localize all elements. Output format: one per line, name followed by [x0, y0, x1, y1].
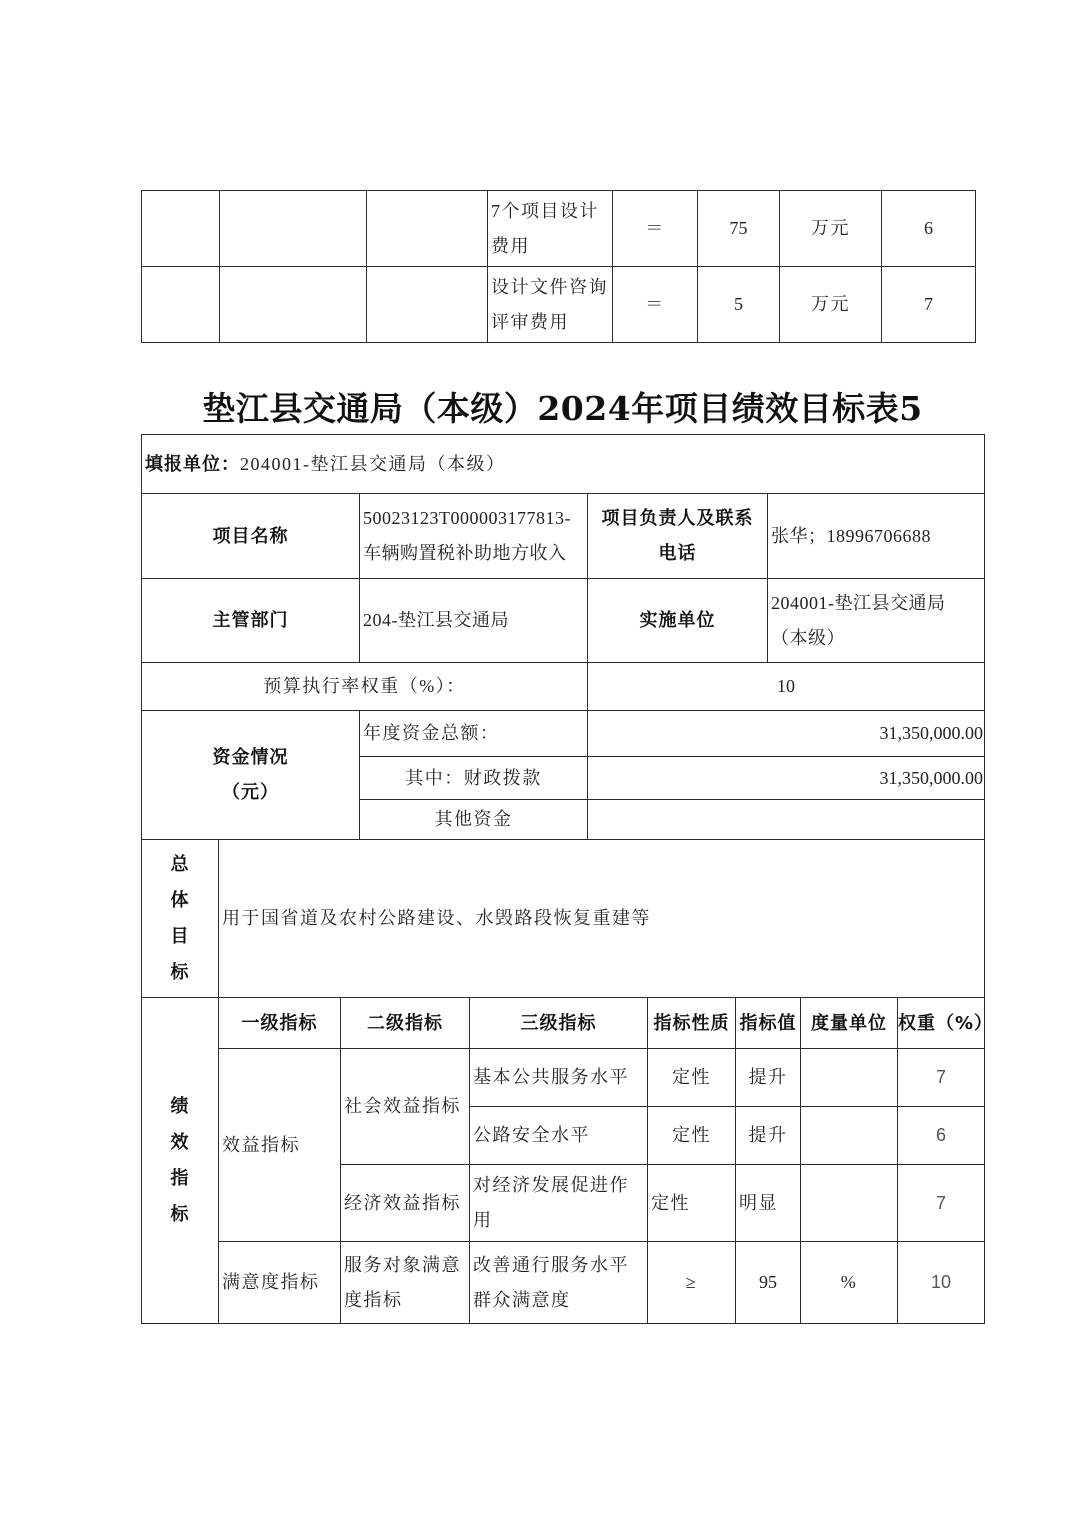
other-funds-value — [588, 800, 985, 840]
weight-cell: 6 — [898, 1107, 985, 1165]
header-value: 指标值 — [736, 998, 801, 1049]
indicator-nature-cell: ＝ — [613, 267, 698, 343]
project-name-value: 50023123T000003177813- 车辆购置税补助地方收入 — [360, 494, 588, 579]
department-label: 主管部门 — [142, 579, 360, 663]
weight-cell: 7 — [898, 1165, 985, 1242]
reporting-unit-cell — [142, 435, 985, 494]
department-value: 204-垫江县交通局 — [360, 579, 588, 663]
annual-total-label: 年度资金总额： — [360, 711, 588, 757]
level1-indicator-cell: 满意度指标 — [219, 1242, 341, 1324]
project-name-label: 项目名称 — [142, 494, 360, 579]
measure-unit-cell — [801, 1107, 898, 1165]
empty-cell — [142, 267, 220, 343]
weight-cell: 6 — [882, 191, 976, 267]
indicators-label-cell — [142, 998, 219, 1324]
table-row — [142, 579, 985, 663]
header-level3: 三级指标 — [470, 998, 648, 1049]
performance-target-form — [141, 434, 994, 1324]
header-nature: 指标性质 — [648, 998, 736, 1049]
table-row — [142, 494, 985, 579]
indicator-value-cell: 提升 — [736, 1107, 801, 1165]
reporting-unit-label: 填报单位： — [145, 453, 240, 475]
header-weight: 权重（%） — [898, 998, 985, 1049]
measure-unit-cell — [801, 1049, 898, 1107]
page-title: 垫江县交通局（本级）2024年项目绩效目标表5 — [202, 389, 923, 428]
project-contact-value: 张华；18996706688 — [768, 494, 985, 579]
table-row — [142, 663, 985, 711]
header-unit: 度量单位 — [801, 998, 898, 1049]
measure-unit-cell: 万元 — [780, 191, 882, 267]
weight-cell: 10 — [898, 1242, 985, 1324]
overall-goal-value: 用于国省道及农村公路建设、水毁路段恢复重建等 — [219, 840, 985, 998]
level3-indicator-cell: 改善通行服务水平 群众满意度 — [470, 1242, 648, 1324]
level2-indicator-cell: 服务对象满意 度指标 — [341, 1242, 470, 1324]
indicator-value-cell: 提升 — [736, 1049, 801, 1107]
indicator-value-cell: 75 — [698, 191, 780, 267]
indicator-value-cell: 95 — [736, 1242, 801, 1324]
table-row — [142, 1242, 985, 1324]
overall-goal-label-cell — [142, 840, 219, 998]
empty-cell — [142, 191, 220, 267]
table-row — [142, 1049, 985, 1107]
reporting-unit-section — [141, 434, 985, 494]
funds-section — [141, 710, 985, 840]
indicator-nature-cell: ＝ — [613, 191, 698, 267]
table-row — [142, 267, 976, 343]
budget-execution-weight-label: 预算执行率权重（%）： — [142, 663, 588, 711]
empty-cell — [220, 191, 367, 267]
table-row — [142, 191, 976, 267]
level1-indicator-cell: 效益指标 — [219, 1049, 341, 1242]
implementer-value: 204001-垫江县交通局 （本级） — [768, 579, 985, 663]
annual-total-value: 31,350,000.00 — [588, 711, 985, 757]
header-level2: 二级指标 — [341, 998, 470, 1049]
measure-unit-cell — [801, 1165, 898, 1242]
level3-indicator-cell: 设计文件咨询 评审费用 — [488, 267, 613, 343]
weight-cell: 7 — [898, 1049, 985, 1107]
table-row — [142, 840, 985, 998]
weight-cell: 7 — [882, 267, 976, 343]
indicator-value-cell: 明显 — [736, 1165, 801, 1242]
level3-indicator-cell: 对经济发展促进作 用 — [470, 1165, 648, 1242]
level3-indicator-cell: 基本公共服务水平 — [470, 1049, 648, 1107]
indicator-nature-cell: 定性 — [648, 1049, 736, 1107]
level3-indicator-cell: 7个项目设计 费用 — [488, 191, 613, 267]
indicator-nature-cell: 定性 — [648, 1107, 736, 1165]
other-funds-label: 其他资金 — [360, 800, 588, 840]
budget-execution-section — [141, 662, 985, 711]
indicators-label: 绩效指标 — [170, 1095, 190, 1225]
table-header-row — [142, 998, 985, 1049]
funds-label: 资金情况 （元） — [142, 711, 360, 840]
project-contact-label: 项目负责人及联系 电话 — [588, 494, 768, 579]
overall-goal-section — [141, 839, 985, 998]
implementer-label: 实施单位 — [588, 579, 768, 663]
fiscal-appropriation-label: 其中：财政拨款 — [360, 757, 588, 800]
header-level1: 一级指标 — [219, 998, 341, 1049]
reporting-unit-value: 204001-垫江县交通局（本级） — [240, 453, 506, 474]
project-info-section — [141, 493, 985, 663]
measure-unit-cell: 万元 — [780, 267, 882, 343]
table-row — [142, 435, 985, 494]
level2-indicator-cell: 经济效益指标 — [341, 1165, 470, 1242]
performance-indicators-section — [141, 997, 994, 1324]
budget-execution-weight-value: 10 — [588, 663, 985, 711]
fiscal-appropriation-value: 31,350,000.00 — [588, 757, 985, 800]
indicator-nature-cell: 定性 — [648, 1165, 736, 1242]
measure-unit-cell: % — [801, 1242, 898, 1324]
indicator-value-cell: 5 — [698, 267, 780, 343]
overall-goal-label: 总体目标 — [170, 853, 190, 983]
empty-cell — [367, 191, 488, 267]
continuation-indicator-table — [141, 190, 976, 343]
empty-cell — [367, 267, 488, 343]
empty-cell — [220, 267, 367, 343]
level2-indicator-cell: 社会效益指标 — [341, 1049, 470, 1165]
table-row — [142, 711, 985, 757]
level3-indicator-cell: 公路安全水平 — [470, 1107, 648, 1165]
indicator-nature-cell: ≥ — [648, 1242, 736, 1324]
